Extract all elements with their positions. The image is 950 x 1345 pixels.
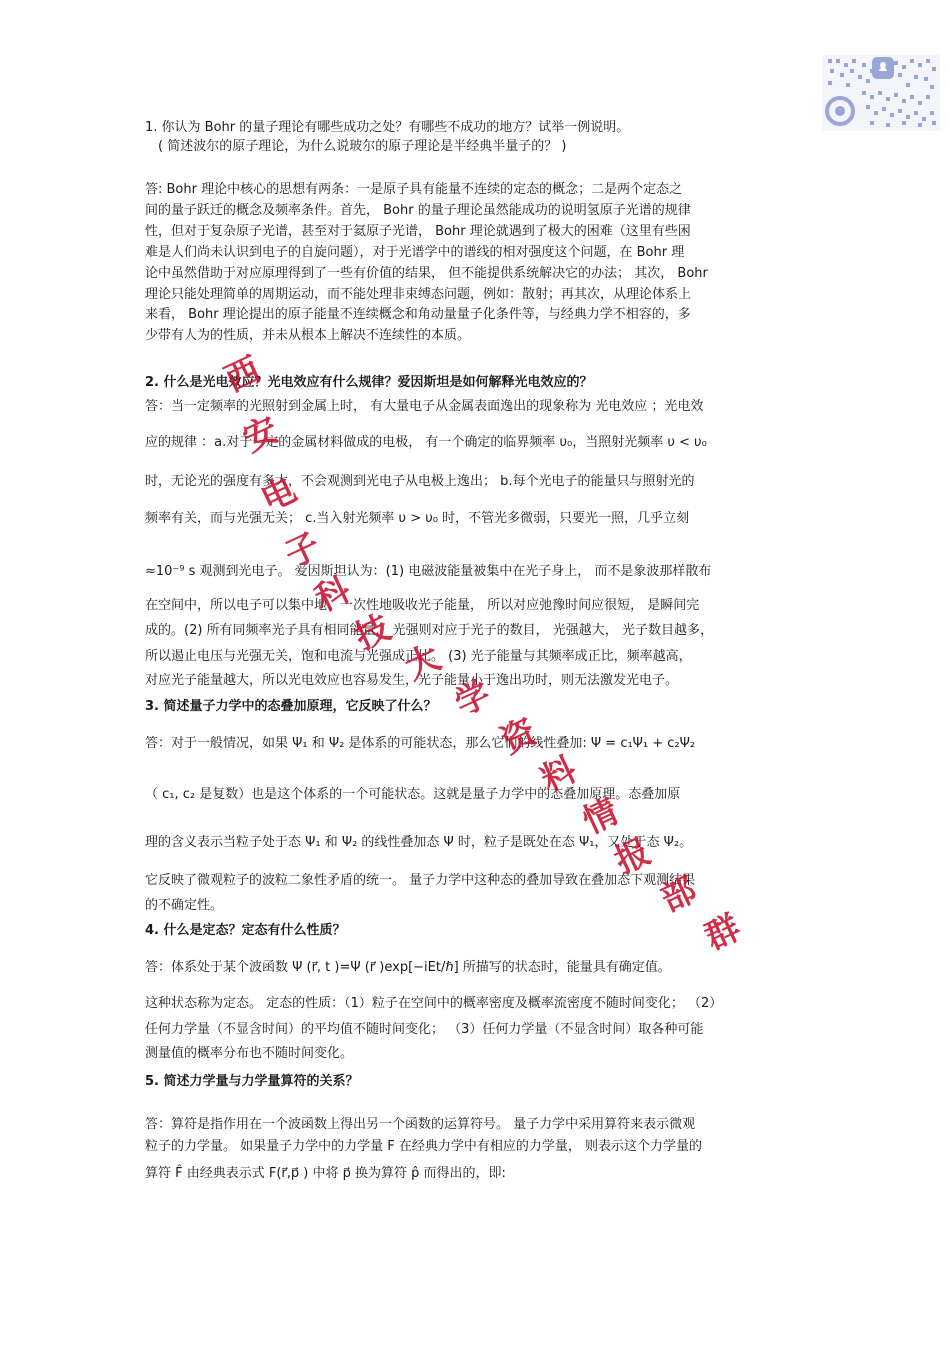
watermark-char: 群 [698,907,747,959]
watermark-char: 子 [278,525,327,577]
answer-1-line: 答: Bohr 理论中核心的思想有两条：一是原子具有能量不连续的定态的概念；二是两个定态之 [145,182,683,197]
watermark-char: 电 [254,469,303,521]
answer-2-line: 所以遏止电压与光强无关，饱和电流与光强成正比。 (3) 光子能量与其频率成正比，频率越高， [145,649,692,664]
watermark-char: 安 [236,409,285,461]
question-1-title: 1. 你认为 Bohr 的量子理论有哪些成功之处？有哪些不成功的地方？试举一例说明。 [145,120,630,135]
watermark-char: 报 [608,831,657,883]
answer-1-line: 性，但对于复杂原子光谱，甚至对于氦原子光谱， Bohr 理论就遇到了极大的困难（这里有些困 [145,224,691,239]
watermark-char: 料 [534,749,583,801]
question-2-title: 2. 什么是光电效应？光电效应有什么规律？爱因斯坦是如何解释光电效应的？ [145,375,593,390]
answer-5-line: 答：算符是指作用在一个波函数上得出另一个函数的运算符号。 量子力学中采用算符来表示微观 [145,1117,696,1132]
answer-2-line: 应的规律 ：a.对于一定的金属材料做成的电极， 有一个确定的临界频率 υ₀，当照射光频率 υ < υ₀ [145,435,707,450]
watermark-char: 大 [398,637,447,689]
answer-3-line: 它反映了微观粒子的波粒二象性矛盾的统一。 量子力学中这种态的叠加导致在叠加态下观测结果 [145,873,696,888]
answer-4-line: 答：体系处于某个波函数 Ψ (r⃗, t )=Ψ (r⃗ )exp[−iEt/ℏ] 所描写的状态时，能量具有确定值。 [145,960,671,975]
answer-5-line: 算符 F̂ 由经典表示式 F(r⃗,p⃗ ) 中将 p⃗ 换为算符 p̂ 而得出的，即: [145,1166,506,1181]
watermark-char: 情 [576,791,625,843]
question-4-title: 4. 什么是定态？定态有什么性质？ [145,923,346,938]
watermark-char: 部 [654,869,703,921]
answer-2-line: 对应光子能量越大，所以光电效应也容易发生，光子能量小于逸出功时，则无法激发光电子。 [145,673,679,688]
answer-1-line: 理论只能处理简单的周期运动，而不能处理非束缚态问题，例如：散射；再其次，从理论体系上 [145,287,692,302]
answer-2-line: 频率有关，而与光强无关； c.当入射光频率 υ > υ₀ 时，不管光多微弱，只要光一照，几乎立刻 [145,511,690,526]
watermark-char: 科 [308,569,357,621]
answer-3-line: （ c₁, c₂ 是复数）也是这个体系的一个可能状态。这就是量子力学中的态叠加原理。态叠加原 [145,787,681,802]
answer-1-line: 少带有人为的性质，并未从根本上解决不连续性的本质。 [145,328,471,343]
answer-4-line: 这种状态称为定态。 定态的性质：（1）粒子在空间中的概率密度及概率流密度不随时间变化； （2） [145,996,723,1011]
watermark-char: 西 [218,349,267,401]
answer-2-line: 在空间中，所以电子可以集中地、一次性地吸收光子能量， 所以对应弛豫时间应很短， 是瞬间完 [145,598,700,613]
answer-2-line: 答：当一定频率的光照射到金属上时， 有大量电子从金属表面逸出的现象称为 光电效应 ；光电效 [145,399,704,414]
answer-3-line: 理的含义表示当粒子处于态 Ψ₁ 和 Ψ₂ 的线性叠加态 Ψ 时，粒子是既处在态 Ψ₁，又处于态 Ψ₂。 [145,835,693,850]
answer-2-line: ≈10⁻⁹ s 观测到光电子。 爱因斯坦认为：(1) 电磁波能量被集中在光子身上， 而不是象波那样散布 [145,564,712,579]
answer-1-line: 间的量子跃迁的概念及频率条件。首先， Bohr 的量子理论虽然能成功的说明氢原子光谱的规律 [145,203,691,218]
question-5-title: 5. 简述力学量与力学量算符的关系？ [145,1074,359,1089]
watermark-char: 技 [348,607,397,659]
answer-3-line: 的不确定性。 [145,898,224,913]
answer-1-line: 论中虽然借助于对应原理得到了一些有价值的结果， 但不能提供系统解决它的办法； 其次， Bohr [145,266,708,281]
question-1-note: ( 简述波尔的原子理论，为什么说玻尔的原子理论是半经典半量子的？ ) [158,139,567,154]
answer-5-line: 粒子的力学量。 如果量子力学中的力学量 F 在经典力学中有相应的力学量， 则表示这个力学量的 [145,1139,703,1154]
watermark-char: 学 [448,673,497,725]
answer-1-line: 难是人们尚未认识到电子的自旋问题），对于光谱学中的谱线的相对强度这个问题，在 Bohr 理 [145,245,685,260]
question-3-title: 3. 简述量子力学中的态叠加原理，它反映了什么？ [145,699,437,714]
answer-4-line: 任何力学量（不显含时间）的平均值不随时间变化； （3）任何力学量（不显含时间）取各种可能 [145,1022,704,1037]
qr-code-image [822,55,940,131]
answer-3-line: 答：对于一般情况，如果 Ψ₁ 和 Ψ₂ 是体系的可能状态，那么它们的线性叠加: Ψ = c₁Ψ₁ + c₂Ψ₂ [145,736,696,751]
answer-1-line: 来看， Bohr 理论提出的原子能量不连续概念和角动量量子化条件等，与经典力学不相容的，多 [145,307,691,322]
answer-4-line: 测量值的概率分布也不随时间变化。 [145,1046,354,1061]
answer-2-line: 成的。(2) 所有同频率光子具有相同能量， 光强则对应于光子的数目， 光强越大， 光子数目越多， [145,623,713,638]
watermark-char: 资 [494,711,543,763]
answer-2-line: 时，无论光的强度有多大，不会观测到光电子从电极上逸出； b.每个光电子的能量只与照射光的 [145,474,695,489]
